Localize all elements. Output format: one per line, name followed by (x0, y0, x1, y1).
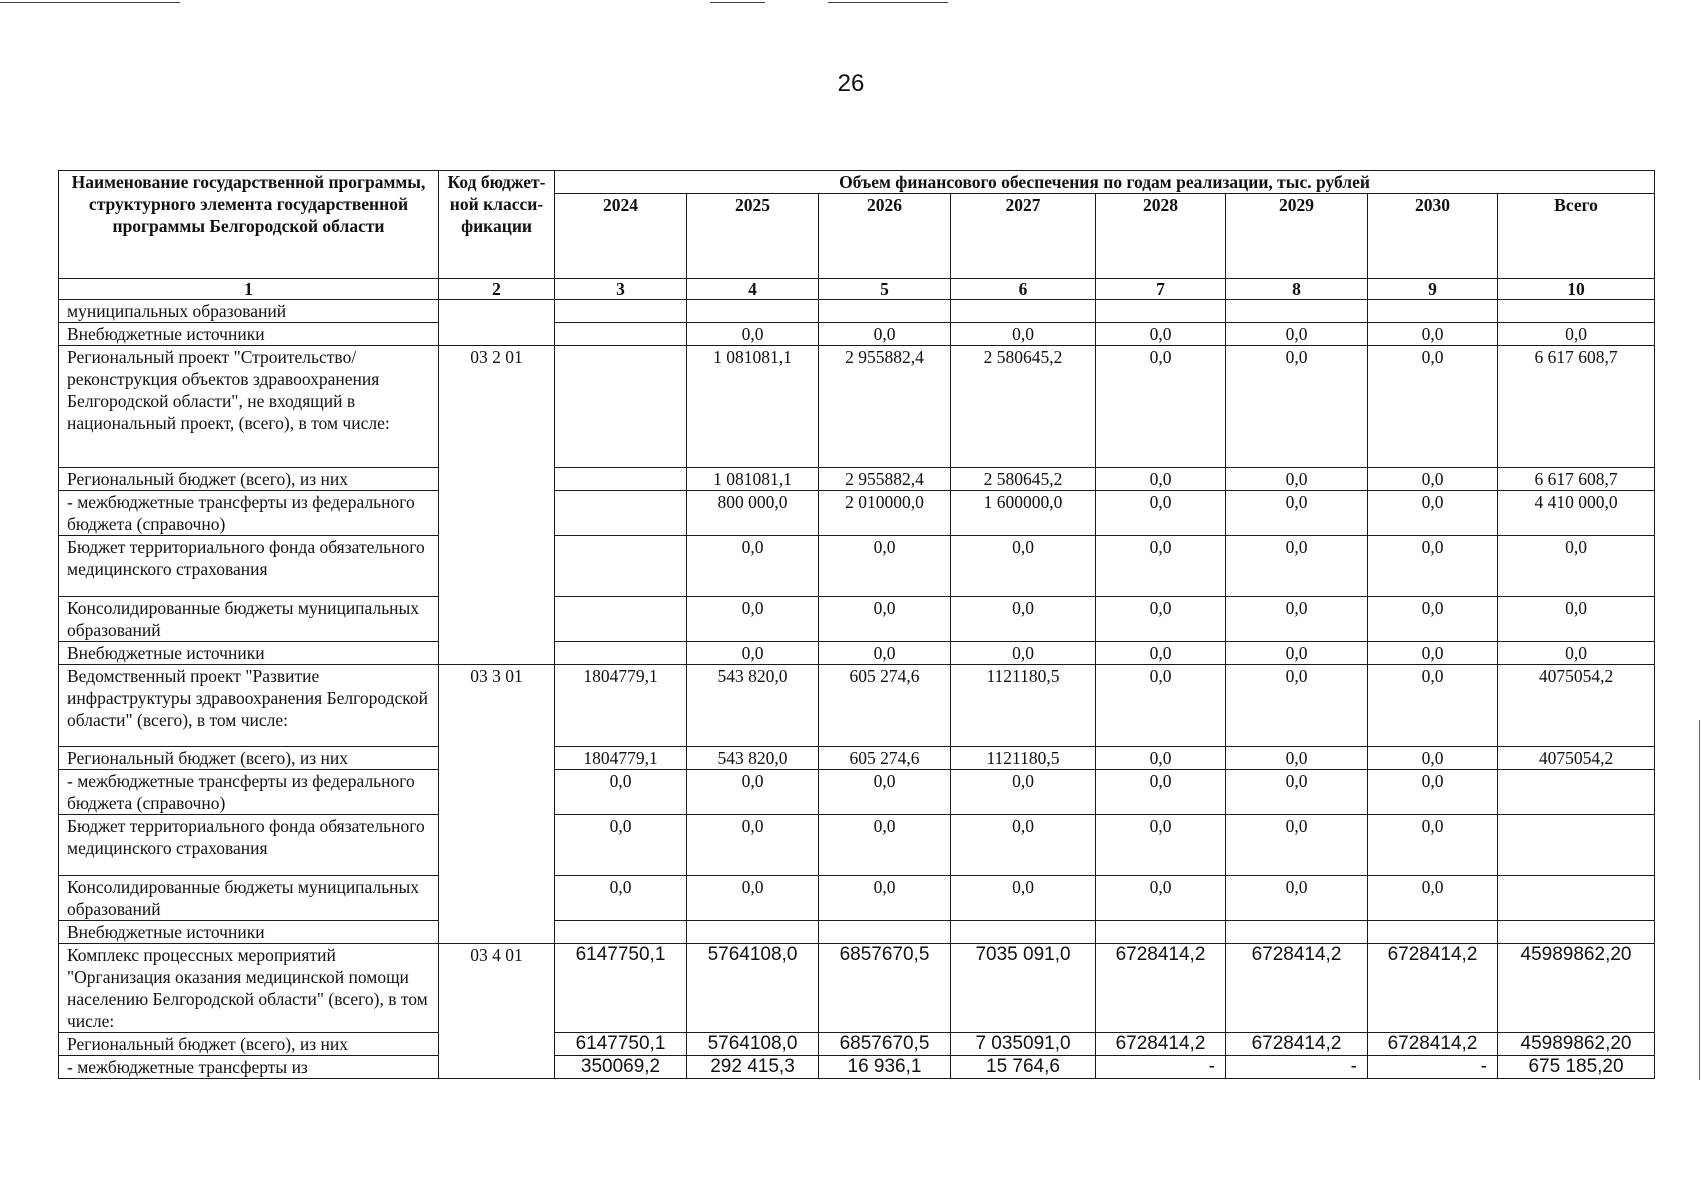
row-name: Региональный бюджет (всего), из них (59, 1033, 439, 1056)
value-cell: 0,0 (1368, 876, 1498, 921)
value-cell (1096, 300, 1226, 323)
header-column-index: 6 (951, 279, 1096, 300)
value-cell: 543 820,0 (687, 665, 819, 747)
value-cell: 0,0 (687, 770, 819, 815)
value-cell: 0,0 (1096, 747, 1226, 770)
value-cell: 1121180,5 (951, 665, 1096, 747)
value-cell: 0,0 (819, 770, 951, 815)
value-cell: 45989862,20 (1498, 944, 1655, 1033)
value-cell (687, 300, 819, 323)
header-column-index: 2 (439, 279, 555, 300)
value-cell: 4 410 000,0 (1498, 491, 1655, 536)
value-cell: 0,0 (1096, 346, 1226, 468)
header-year: 2024 (555, 194, 687, 279)
value-cell (555, 300, 687, 323)
value-cell: 0,0 (951, 536, 1096, 597)
value-cell: 0,0 (951, 770, 1096, 815)
value-cell: 6147750,1 (555, 944, 687, 1033)
value-cell: 0,0 (1498, 323, 1655, 346)
value-cell: 6728414,2 (1226, 944, 1368, 1033)
table-row (59, 642, 1655, 665)
value-cell: 15 764,6 (951, 1056, 1096, 1079)
value-cell: 2 010000,0 (819, 491, 951, 536)
value-cell: 0,0 (1226, 536, 1368, 597)
table-row (59, 815, 1655, 876)
value-cell (555, 921, 687, 944)
value-cell (555, 642, 687, 665)
value-cell: 0,0 (687, 323, 819, 346)
value-cell: 5764108,0 (687, 1033, 819, 1056)
value-cell: 4075054,2 (1498, 747, 1655, 770)
header-year: 2030 (1368, 194, 1498, 279)
table-row (59, 300, 1655, 323)
value-cell: 0,0 (1226, 770, 1368, 815)
value-cell: 6728414,2 (1096, 944, 1226, 1033)
value-cell: 2 955882,4 (819, 346, 951, 468)
value-cell: 0,0 (951, 323, 1096, 346)
budget-code: 03 4 01 (439, 944, 555, 1079)
value-cell: 0,0 (1368, 747, 1498, 770)
header-column-index: 4 (687, 279, 819, 300)
header-year: 2027 (951, 194, 1096, 279)
value-cell: 0,0 (1226, 876, 1368, 921)
value-cell: - (1096, 1056, 1226, 1079)
value-cell: 543 820,0 (687, 747, 819, 770)
value-cell: 0,0 (1096, 597, 1226, 642)
value-cell: 0,0 (1226, 346, 1368, 468)
row-name: Внебюджетные источники (59, 642, 439, 665)
value-cell: 6728414,2 (1368, 1033, 1498, 1056)
scan-side-mark (1699, 720, 1700, 1080)
value-cell: 6 617 608,7 (1498, 346, 1655, 468)
table-row (59, 323, 1655, 346)
scan-top-rule (828, 2, 948, 3)
value-cell: 0,0 (1096, 491, 1226, 536)
value-cell (819, 921, 951, 944)
row-name: - межбюджетные трансферты из (59, 1056, 439, 1079)
row-name: Региональный проект "Строительство/реконструкция объектов здравоохранения Белгородской области", не входящий в национальный проект, (всего), в том числе: (59, 346, 439, 468)
value-cell: 0,0 (1096, 642, 1226, 665)
value-cell: 0,0 (1226, 323, 1368, 346)
value-cell: 7 035091,0 (951, 1033, 1096, 1056)
table-row (59, 747, 1655, 770)
value-cell (1498, 876, 1655, 921)
value-cell: 6857670,5 (819, 944, 951, 1033)
row-name: Консолидированные бюджеты муниципальных образований (59, 876, 439, 921)
value-cell: 0,0 (1226, 491, 1368, 536)
value-cell (1498, 300, 1655, 323)
header-group: Объем финансового обеспечения по годам реализации, тыс. рублей (555, 171, 1655, 194)
value-cell: 6728414,2 (1368, 944, 1498, 1033)
page-number: 26 (837, 70, 865, 97)
header-name: Наименование государственной программы, структурного элемента государственной программы Белгородской области (59, 171, 439, 279)
value-cell: 1121180,5 (951, 747, 1096, 770)
value-cell: 5764108,0 (687, 944, 819, 1033)
header-column-index: 7 (1096, 279, 1226, 300)
value-cell: 0,0 (1096, 876, 1226, 921)
value-cell: 6728414,2 (1096, 1033, 1226, 1056)
row-name: Комплекс процессных мероприятий "Организация оказания медицинской помощи населению Белгородской области" (всего), в том числе: (59, 944, 439, 1033)
value-cell: 0,0 (1368, 815, 1498, 876)
table-row (59, 1056, 1655, 1079)
budget-code: 03 2 01 (439, 346, 555, 665)
value-cell (1368, 921, 1498, 944)
value-cell: 6147750,1 (555, 1033, 687, 1056)
header-code: Код бюджет-ной класси-фикации (439, 171, 555, 279)
value-cell: 0,0 (555, 770, 687, 815)
value-cell: 0,0 (1096, 665, 1226, 747)
value-cell (687, 921, 819, 944)
table-row (59, 944, 1655, 1033)
value-cell: 0,0 (1226, 597, 1368, 642)
value-cell: 0,0 (1226, 468, 1368, 491)
row-name: Ведомственный проект "Развитие инфраструктуры здравоохранения Белгородской области" (всего), в том числе: (59, 665, 439, 747)
header-column-index: 10 (1498, 279, 1655, 300)
value-cell: 0,0 (555, 876, 687, 921)
value-cell: 0,0 (1368, 536, 1498, 597)
value-cell (555, 468, 687, 491)
value-cell: 0,0 (1096, 815, 1226, 876)
header-column-index: 3 (555, 279, 687, 300)
header-year: Всего (1498, 194, 1655, 279)
value-cell: 350069,2 (555, 1056, 687, 1079)
value-cell (1368, 300, 1498, 323)
value-cell: 0,0 (819, 642, 951, 665)
table-row (59, 491, 1655, 536)
value-cell (951, 300, 1096, 323)
value-cell (555, 323, 687, 346)
value-cell: 292 415,3 (687, 1056, 819, 1079)
table-row (59, 921, 1655, 944)
value-cell: 0,0 (819, 323, 951, 346)
row-name: Региональный бюджет (всего), из них (59, 468, 439, 491)
value-cell (1498, 921, 1655, 944)
value-cell: 0,0 (819, 876, 951, 921)
row-name: - межбюджетные трансферты из федерального бюджета (справочно) (59, 770, 439, 815)
value-cell: 0,0 (951, 815, 1096, 876)
value-cell: 1804779,1 (555, 665, 687, 747)
table-row (59, 468, 1655, 491)
value-cell: 0,0 (1498, 536, 1655, 597)
value-cell: 6 617 608,7 (1498, 468, 1655, 491)
value-cell (555, 536, 687, 597)
header-year: 2029 (1226, 194, 1368, 279)
value-cell: 2 580645,2 (951, 468, 1096, 491)
value-cell: 0,0 (1368, 597, 1498, 642)
value-cell: 6728414,2 (1226, 1033, 1368, 1056)
value-cell: 0,0 (819, 536, 951, 597)
row-name: муниципальных образований (59, 300, 439, 323)
value-cell: 0,0 (1096, 770, 1226, 815)
value-cell: 605 274,6 (819, 747, 951, 770)
value-cell: 16 936,1 (819, 1056, 951, 1079)
budget-code (439, 300, 555, 346)
value-cell: 0,0 (687, 815, 819, 876)
table-row (59, 536, 1655, 597)
table-row (59, 346, 1655, 468)
row-name: Региональный бюджет (всего), из них (59, 747, 439, 770)
value-cell: 4075054,2 (1498, 665, 1655, 747)
header-year: 2028 (1096, 194, 1226, 279)
value-cell: 0,0 (1368, 323, 1498, 346)
value-cell: 605 274,6 (819, 665, 951, 747)
value-cell: 0,0 (1226, 815, 1368, 876)
value-cell (555, 346, 687, 468)
scan-top-rule (0, 2, 180, 3)
header-column-index: 9 (1368, 279, 1498, 300)
row-name: Бюджет территориального фонда обязательного медицинского страхования (59, 536, 439, 597)
table-row (59, 770, 1655, 815)
value-cell: - (1368, 1056, 1498, 1079)
value-cell (555, 491, 687, 536)
row-name: Внебюджетные источники (59, 921, 439, 944)
table-row (59, 597, 1655, 642)
value-cell (1226, 300, 1368, 323)
value-cell: 0,0 (555, 815, 687, 876)
value-cell: 6857670,5 (819, 1033, 951, 1056)
header-column-index: 5 (819, 279, 951, 300)
value-cell: 0,0 (1368, 665, 1498, 747)
header-column-index: 8 (1226, 279, 1368, 300)
value-cell: 0,0 (687, 876, 819, 921)
value-cell (555, 597, 687, 642)
value-cell (1498, 770, 1655, 815)
value-cell: 675 185,20 (1498, 1056, 1655, 1079)
value-cell: 0,0 (1096, 536, 1226, 597)
value-cell: 0,0 (951, 597, 1096, 642)
value-cell: 2 955882,4 (819, 468, 951, 491)
header-column-index: 1 (59, 279, 439, 300)
row-name: Внебюджетные источники (59, 323, 439, 346)
value-cell: 1804779,1 (555, 747, 687, 770)
value-cell: 0,0 (687, 597, 819, 642)
value-cell: 0,0 (1368, 770, 1498, 815)
value-cell: 0,0 (951, 642, 1096, 665)
value-cell: 0,0 (1226, 747, 1368, 770)
value-cell: 1 081081,1 (687, 468, 819, 491)
value-cell (1226, 921, 1368, 944)
value-cell: 7035 091,0 (951, 944, 1096, 1033)
value-cell: 0,0 (951, 876, 1096, 921)
value-cell: 0,0 (1368, 468, 1498, 491)
value-cell: 0,0 (819, 597, 951, 642)
header-year: 2025 (687, 194, 819, 279)
table-row (59, 1033, 1655, 1056)
scan-top-rule (710, 2, 765, 3)
financing-table (58, 170, 1655, 1079)
value-cell: - (1226, 1056, 1368, 1079)
value-cell: 0,0 (1498, 597, 1655, 642)
table-row (59, 876, 1655, 921)
value-cell: 0,0 (1368, 491, 1498, 536)
budget-code: 03 3 01 (439, 665, 555, 944)
table-row (59, 665, 1655, 747)
value-cell: 0,0 (687, 536, 819, 597)
value-cell (951, 921, 1096, 944)
value-cell: 0,0 (1096, 468, 1226, 491)
value-cell: 0,0 (1368, 346, 1498, 468)
value-cell: 0,0 (819, 815, 951, 876)
row-name: Бюджет территориального фонда обязательного медицинского страхования (59, 815, 439, 876)
value-cell (1096, 921, 1226, 944)
value-cell: 0,0 (1368, 642, 1498, 665)
value-cell: 0,0 (1226, 642, 1368, 665)
value-cell: 1 081081,1 (687, 346, 819, 468)
row-name: - межбюджетные трансферты из федерального бюджета (справочно) (59, 491, 439, 536)
value-cell (819, 300, 951, 323)
value-cell: 0,0 (1498, 642, 1655, 665)
value-cell: 1 600000,0 (951, 491, 1096, 536)
value-cell: 0,0 (1226, 665, 1368, 747)
row-name: Консолидированные бюджеты муниципальных образований (59, 597, 439, 642)
value-cell: 800 000,0 (687, 491, 819, 536)
value-cell (1498, 815, 1655, 876)
value-cell: 0,0 (687, 642, 819, 665)
value-cell: 0,0 (1096, 323, 1226, 346)
value-cell: 2 580645,2 (951, 346, 1096, 468)
value-cell: 45989862,20 (1498, 1033, 1655, 1056)
header-year: 2026 (819, 194, 951, 279)
